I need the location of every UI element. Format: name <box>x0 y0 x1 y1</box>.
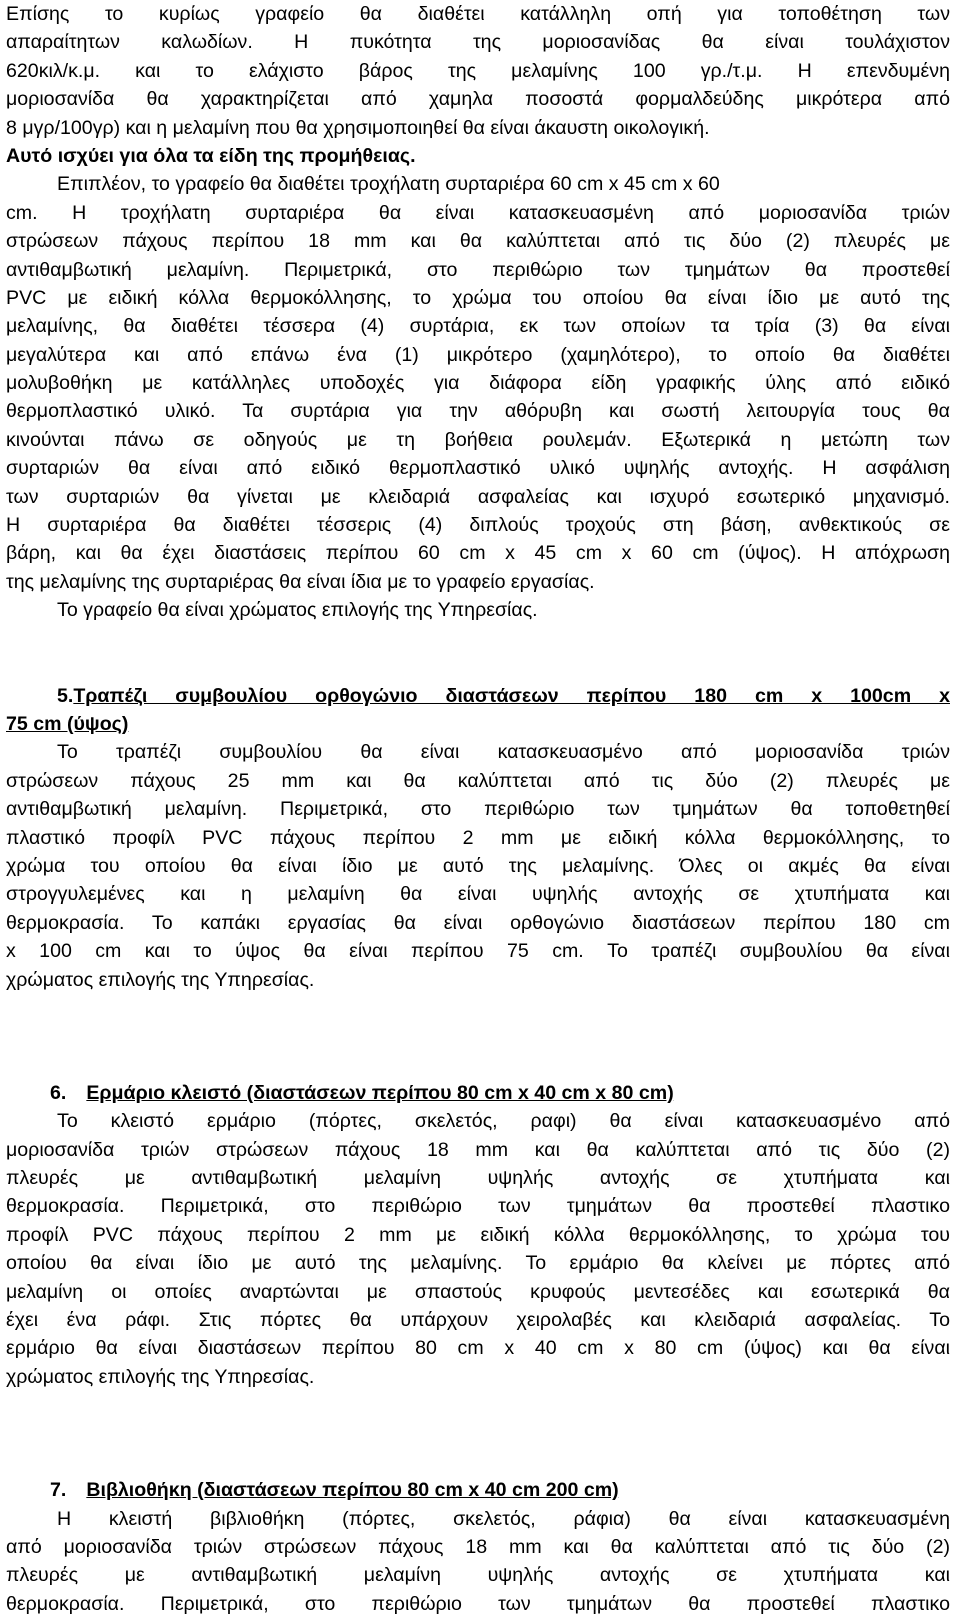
section-number: 7. <box>50 1479 67 1502</box>
text-line: στρογγυλεμένες και η μελαμίνη θα είναι υψηλής αντοχής σε χτυπήματα και <box>6 883 950 906</box>
section-title: Τραπέζι συμβουλίου ορθογώνιο διαστάσεων περίπου 180 cm x 100cm x <box>73 684 950 707</box>
text-line: Το τραπέζι συμβουλίου θα είναι κατασκευασμένο από μοριοσανίδα τριών <box>57 741 950 764</box>
text-line: θερμοκρασία. Περιμετρικά, στο περιθώριο των τμημάτων θα προστεθεί πλαστικο <box>6 1592 950 1615</box>
section-number: 6. <box>50 1081 67 1104</box>
spacer <box>6 1391 950 1476</box>
text-line: PVC με ειδική κόλλα θερμοκόλλησης, το χρώμα του οποίου θα είναι ίδιο με αυτό της <box>6 286 950 309</box>
text-line: μολυβοθήκη με κατάλληλες υποδοχές για διάφορα είδη γραφικής ύλης από ειδικό <box>6 372 950 395</box>
text-line: των συρταριών θα γίνεται με κλειδαριά ασφαλείας και ισχυρό εσωτερικό μηχανισμό. <box>6 485 950 508</box>
text-line: χρώμα του οποίου θα είναι ίδιο με αυτό της μελαμίνης. Όλες οι ακμές θα είναι <box>6 854 950 877</box>
spacer <box>6 625 950 682</box>
text-line: της μελαμίνης της συρταριέρας θα είναι ίδια με το γραφείο εργασίας. <box>6 570 595 593</box>
text-line: χρώματος επιλογής της Υπηρεσίας. <box>6 968 315 991</box>
text-line: cm. Η τροχήλατη συρταριέρα θα είναι κατασκευασμένη από μοριοσανίδα τριών <box>6 201 950 224</box>
section-heading-cont <box>6 710 950 738</box>
text-line: 620κιλ/κ.μ. και το ελάχιστο βάρος της μελαμίνης 100 γρ./τ.μ. Η επενδυμένη <box>6 59 950 82</box>
text-line: προφίλ PVC πάχους περίπου 2 mm με ειδική κόλλα θερμοκόλλησης, το χρώμα του <box>6 1223 950 1246</box>
text-line: ερμάριο θα είναι διαστάσεων περίπου 80 cm x 40 cm x 80 cm (ύψος) και θα είναι <box>6 1337 950 1360</box>
text-line: Επιπλέον, το γραφείο θα διαθέτει τροχήλατη συρταριέρα 60 cm x 45 cm x 60 <box>57 173 720 196</box>
section-title-cont: 75 cm (ύψος) <box>6 712 129 735</box>
section-5 <box>6 682 950 994</box>
text-line: στρώσεων πάχους περίπου 18 mm και θα καλύπτεται από τις δύο (2) πλευρές με <box>6 230 950 253</box>
text-line: θερμοπλαστικό υλικό. Τα συρτάρια για την αθόρυβη και σωστή λειτουργία τους θα <box>6 400 950 423</box>
section-heading <box>6 1079 950 1107</box>
text-line: απαραίτητων καλωδίων. Η πυκότητα της μοριοσανίδας θα είναι τουλάχιστον <box>6 31 950 54</box>
text-line: στρώσεων πάχους 25 mm και θα καλύπτεται από τις δύο (2) πλευρές με <box>6 769 950 792</box>
text-line: έχει ένα ράφι. Στις πόρτες θα υπάρχουν χειρολαβές και κλειδαριά ασφαλείας. Το <box>6 1309 950 1332</box>
text-line: οποίου θα είναι ίδιο με αυτό της μελαμίνης. Το ερμάριο θα κλείνει με πόρτες από <box>6 1252 950 1275</box>
text-line: συρταριών θα είναι από ειδικό θερμοπλαστικό υλικό υψηλής αντοχής. Η ασφάλιση <box>6 457 950 480</box>
text-line: Το γραφείο θα είναι χρώματος επιλογής της Υπηρεσίας. <box>57 599 538 622</box>
text-line: μοριοσανίδα τριών στρώσεων πάχους 18 mm και θα καλύπτεται από τις δύο (2) <box>6 1138 950 1161</box>
text-line: αντιθαμβωτική μελαμίνη. Περιμετρικά, στο περιθώριο των τμημάτων θα προστεθεί <box>6 258 950 281</box>
document-page <box>6 0 950 1618</box>
section-heading <box>6 682 950 710</box>
text-line: πλευρές με αντιθαμβωτική μελαμίνη υψηλής αντοχής σε χτυπήματα και <box>6 1167 950 1190</box>
text-line: μεγαλύτερα και από επάνω ένα (1) μικρότερο (χαμηλότερο), το οποίο θα διαθέτει <box>6 343 950 366</box>
text-line: μελαμίνης, θα διαθέτει τέσσερα (4) συρτάρια, εκ των οποίων τα τρία (3) θα είναι <box>6 315 950 338</box>
section-7 <box>6 1476 950 1618</box>
text-line: Επίσης το κυρίως γραφείο θα διαθέτει κατάλληλη οπή για τοποθέτηση των <box>6 3 950 25</box>
text-line: κινούνται πάνω σε οδηγούς με τη βοήθεια ρουλεμάν. Εξωτερικά η μετώπη των <box>6 428 950 451</box>
text-line: θερμοκρασία. Περιμετρικά, στο περιθώριο των τμημάτων θα προστεθεί πλαστικο <box>6 1195 950 1218</box>
bold-note: Αυτό ισχύει για όλα τα είδη της προμήθειας. <box>6 144 416 167</box>
section-title: Ερμάριο κλειστό (διαστάσεων περίπου 80 cm x 40 cm x 80 cm) <box>86 1081 674 1104</box>
text-line: Η συρταριέρα θα διαθέτει τέσσερις (4) διπλούς τροχούς στη βάση, ανθεκτικούς σε <box>6 514 950 537</box>
text-line: 8 μγρ/100γρ) και η μελαμίνη που θα χρησιμοποιηθεί θα είναι άκαυστη οικολογική. <box>6 116 710 139</box>
section-heading <box>6 1476 950 1504</box>
intro-paragraph <box>6 0 950 170</box>
text-line: πλαστικό προφίλ PVC πάχους περίπου 2 mm με ειδική κόλλα θερμοκόλλησης, το <box>6 826 950 849</box>
text-line: θερμοκρασία. Το καπάκι εργασίας θα είναι ορθογώνιο διαστάσεων περίπου 180 cm <box>6 911 950 934</box>
section-6 <box>6 1079 950 1391</box>
text-line: μελαμίνη οι οποίες αναρτώνται με σπαστούς κρυφούς μεντεσέδες και εσωτερικά θα <box>6 1280 950 1303</box>
trolley-paragraph <box>6 170 950 624</box>
text-line: μοριοσανίδα θα χαρακτηρίζεται από χαμηλα ποσοστά φορμαλδεύδης μικρότερα από <box>6 88 950 111</box>
section-number: 5. <box>57 684 74 707</box>
section-title: Βιβλιοθήκη (διαστάσεων περίπου 80 cm x 40 cm 200 cm) <box>86 1479 619 1502</box>
text-line: Το κλειστό ερμάριο (πόρτες, σκελετός, ραφι) θα είναι κατασκευασμένο από <box>57 1110 950 1133</box>
text-line: από μοριοσανίδα τριών στρώσεων πάχους 18 mm και θα καλύπτεται από τις δύο (2) <box>6 1535 950 1558</box>
spacer <box>6 994 950 1079</box>
text-line: Η κλειστή βιβλιοθήκη (πόρτες, σκελετός, ράφια) θα είναι κατασκευασμένη <box>57 1507 950 1530</box>
text-line: x 100 cm και το ύψος θα είναι περίπου 75 cm. Το τραπέζι συμβουλίου θα είναι <box>6 940 950 963</box>
text-line: πλευρές με αντιθαμβωτική μελαμίνη υψηλής αντοχής σε χτυπήματα και <box>6 1564 950 1587</box>
text-line: βάρη, και θα έχει διαστάσεις περίπου 60 cm x 45 cm x 60 cm (ύψος). Η απόχρωση <box>6 542 950 565</box>
text-line: αντιθαμβωτική μελαμίνη. Περιμετρικά, στο περιθώριο των τμημάτων θα τοποθετηθεί <box>6 798 950 821</box>
text-line: χρώματος επιλογής της Υπηρεσίας. <box>6 1365 315 1388</box>
